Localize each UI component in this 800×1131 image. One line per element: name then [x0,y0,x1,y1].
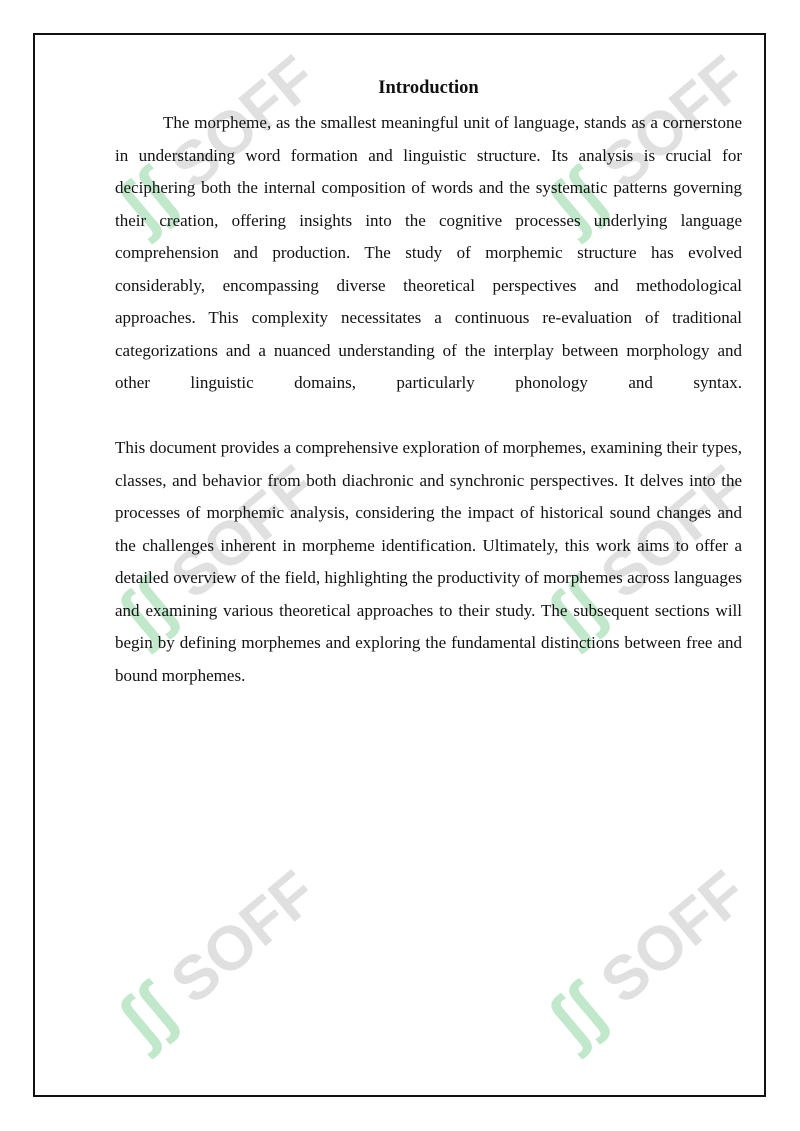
paragraph-intro: The morpheme, as the smallest meaningful unit of language, stands as a cornerstone in understanding word formation and linguistic structure. Its analysis is crucial for deciphering both the internal composition of words and the systematic patterns governing their creation, offering insights into the cognitive processes underlying language comprehension and production. The study of morphemic structure has evolved considerably, encompassing diverse theoretical perspectives and methodological approaches. This complexity necessitates a continuous re-evaluation of traditional categorizations and a nuanced understanding of the interplay between morphology and other linguistic domains, particularly phonology and syntax. [115,113,742,392]
svg-text:SOFF: SOFF [588,42,760,203]
page-title: Introduction [378,78,479,98]
document-body [115,76,742,692]
svg-text:ʃʃ: ʃʃ [533,564,620,655]
svg-text:ʃʃ: ʃʃ [103,564,190,655]
svg-text:SOFF: SOFF [588,857,760,1018]
paragraph-overview: This document provides a comprehensive exploration of morphemes, examining their types, classes, and behavior from both diachronic and synchronic perspectives. It delves into the processes of morphemic analysis, considering the impact of historical sound changes and the challenges inherent in morpheme identification. Ultimately, this work aims to offer a detailed overview of the field, highlighting the productivity of morphemes across languages and examining various theoretical approaches to their study. The subsequent sections will begin by defining morphemes and exploring the fundamental distinctions between free and bound morphemes. [115,438,742,685]
svg-text:ʃʃ: ʃʃ [533,154,620,245]
svg-text:ʃʃ: ʃʃ [103,969,190,1060]
svg-text:ʃʃ: ʃʃ [533,969,620,1060]
svg-text:SOFF: SOFF [158,452,330,613]
svg-text:SOFF: SOFF [588,452,760,613]
svg-text:SOFF: SOFF [158,857,330,1018]
svg-text:SOFF: SOFF [158,42,330,203]
svg-text:ʃʃ: ʃʃ [103,154,190,245]
